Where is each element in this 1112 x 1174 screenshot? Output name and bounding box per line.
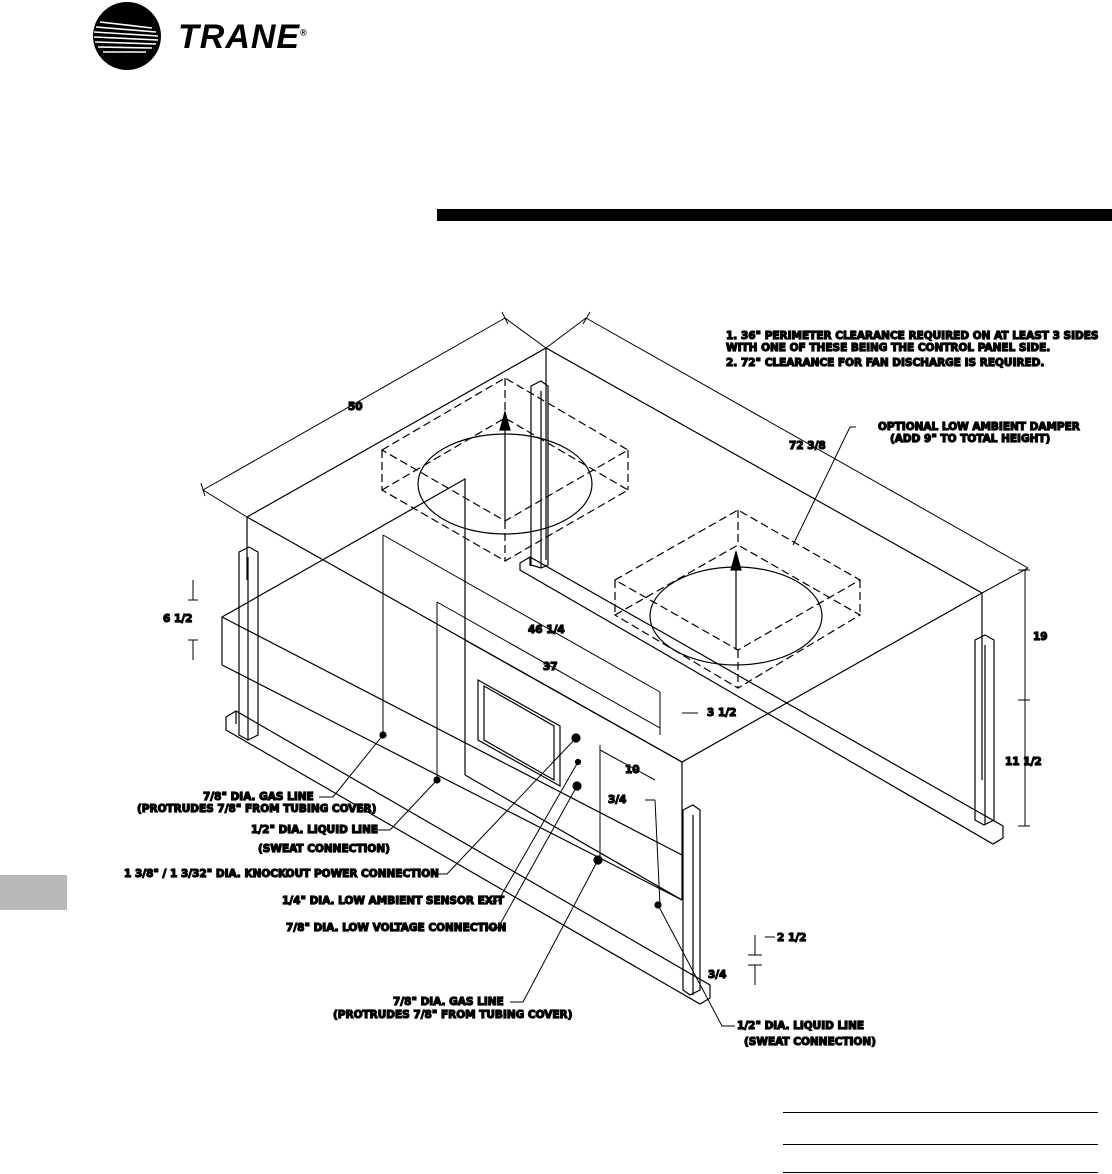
dim-34a: 3/4 [608, 794, 627, 806]
note-1a: 1. 36" PERIMETER CLEARANCE REQUIRED ON AT LEAST 3 SIDES [726, 330, 1099, 342]
dim-46: 46 1/4 [528, 624, 565, 636]
trane-wordmark: TRANE® [178, 18, 308, 56]
connection-points [380, 732, 661, 908]
dim-10: 10 [625, 764, 640, 776]
callout-liquid-right-2: (SWEAT CONNECTION) [744, 1036, 876, 1048]
dim-6: 6 1/2 [163, 613, 193, 625]
callout-liquid-left-1: 1/2" DIA. LIQUID LINE [251, 824, 379, 836]
dim-37: 37 [543, 661, 558, 673]
dim-3: 3 1/2 [707, 707, 737, 719]
dim-2: 2 1/2 [777, 932, 807, 944]
callout-gas-left-2: (PROTRUDES 7/8" FROM TUBING COVER) [137, 803, 377, 815]
dim-11: 11 1/2 [1005, 756, 1042, 768]
dim-length: 72 3/8 [789, 440, 826, 452]
damper-label-2: (ADD 9" TO TOTAL HEIGHT) [890, 433, 1051, 445]
dim-width: 50 [348, 401, 363, 413]
unit-top-surface [247, 348, 982, 900]
footer-line-3 [783, 1172, 1098, 1173]
base-rails [226, 557, 1003, 1004]
callout-liquid-right-1: 1/2" DIA. LIQUID LINE [737, 1020, 865, 1032]
dim-19: 19 [1033, 631, 1048, 643]
callout-gas-left-1: 7/8" DIA. GAS LINE [203, 791, 314, 803]
damper-label-1: OPTIONAL LOW AMBIENT DAMPER [878, 421, 1080, 433]
footer-line-2 [783, 1144, 1098, 1145]
callout-gas-bottom-2: (PROTRUDES 7/8" FROM TUBING COVER) [333, 1009, 573, 1021]
callout-low-voltage: 7/8" DIA. LOW VOLTAGE CONNECTION [286, 922, 507, 934]
dim-34b: 3/4 [708, 969, 727, 981]
note-1b: WITH ONE OF THESE BEING THE CONTROL PANEL SIDE. [726, 342, 1051, 354]
fan-box-right [615, 510, 860, 688]
note-2: 2. 72" CLEARANCE FOR FAN DISCHARGE IS REQUIRED. [726, 357, 1045, 369]
callout-sensor: 1/4" DIA. LOW AMBIENT SENSOR EXIT [282, 895, 504, 907]
footer-line-1 [783, 1112, 1098, 1113]
dimension-lines [188, 312, 1030, 985]
callout-gas-bottom-1: 7/8" DIA. GAS LINE [393, 996, 504, 1008]
callout-knockout: 1 3/8" / 1 3/32" DIA. KNOCKOUT POWER CONNECTION [124, 868, 439, 880]
callout-liquid-left-2: (SWEAT CONNECTION) [258, 843, 390, 855]
